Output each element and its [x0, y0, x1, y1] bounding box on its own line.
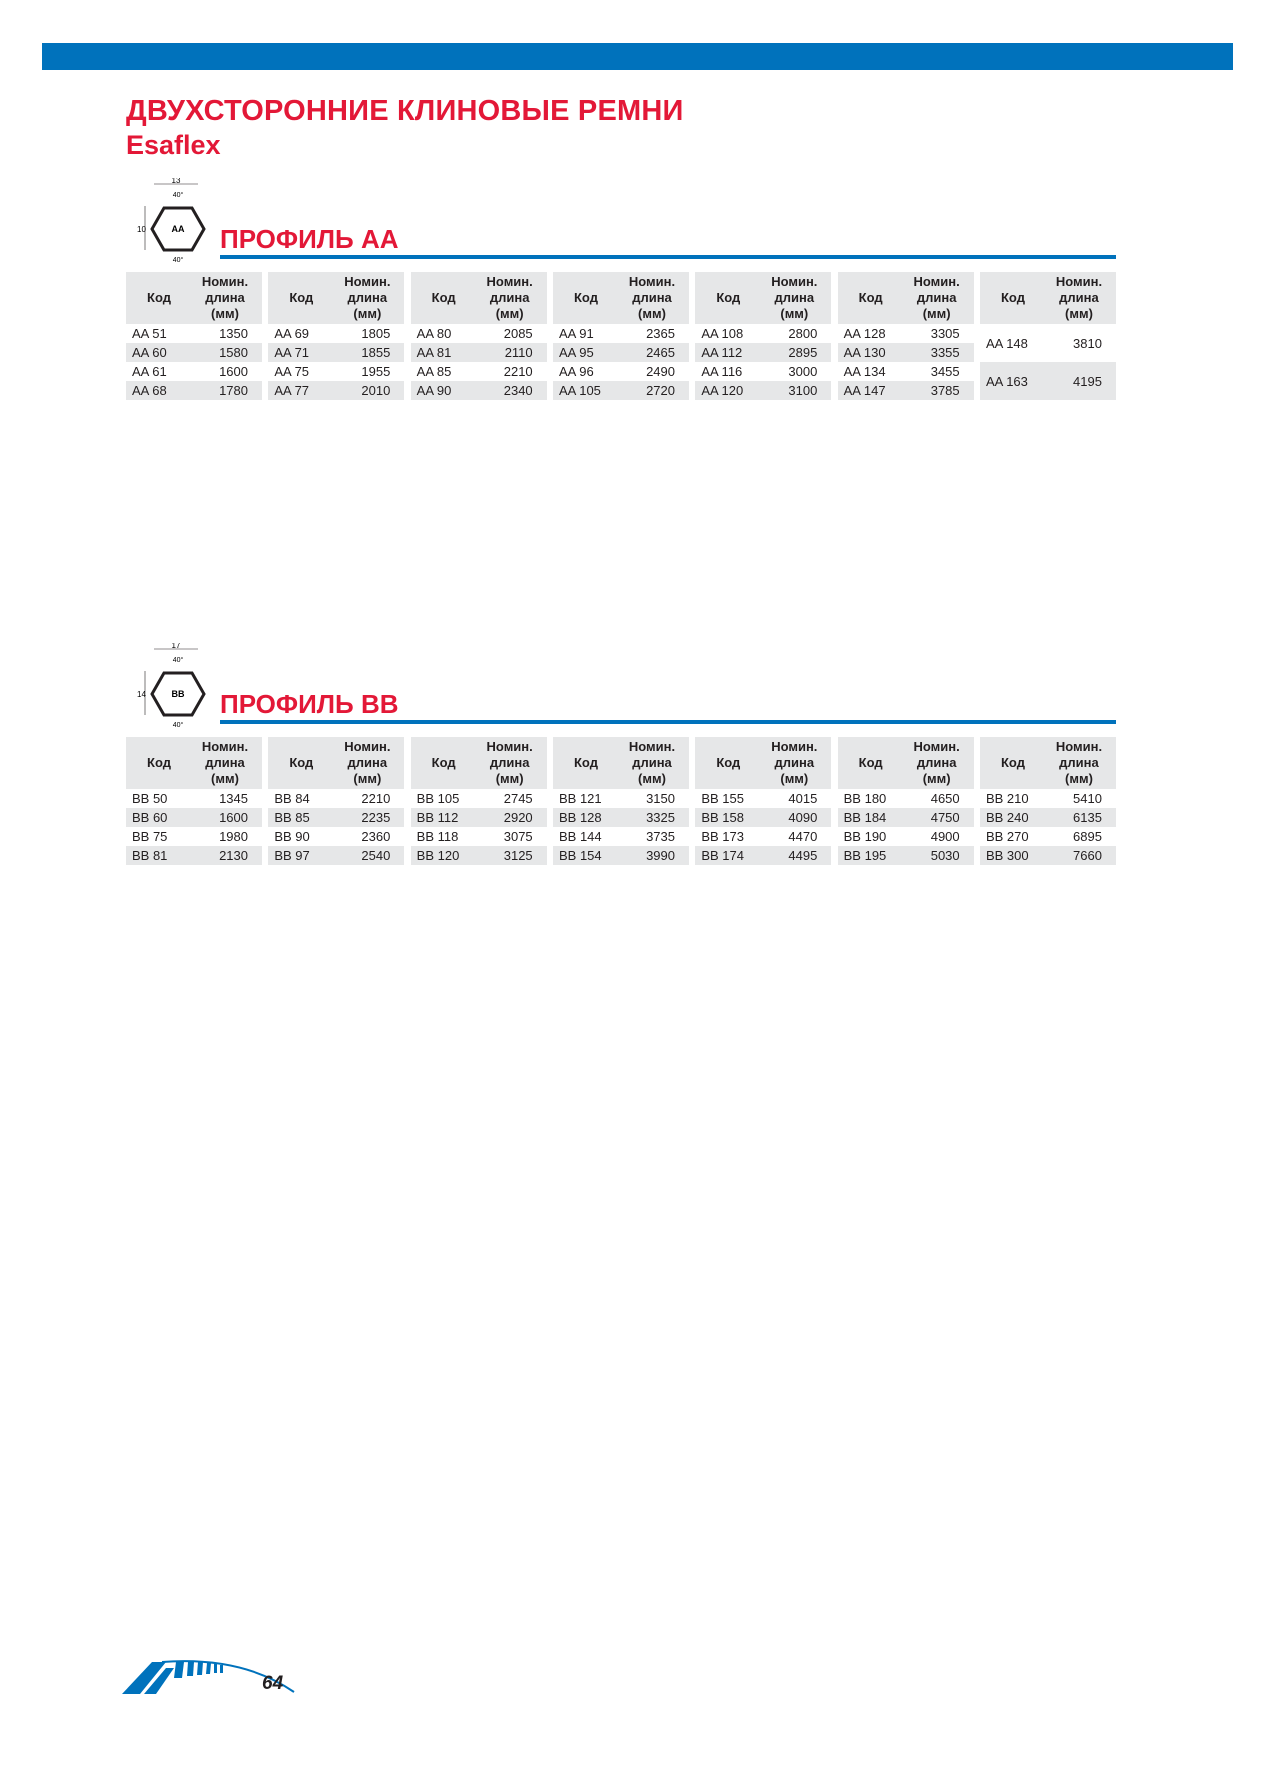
length-header-line: длина	[774, 755, 815, 770]
code-cell: AA 112	[695, 343, 761, 362]
code-cell: AA 116	[701, 364, 743, 379]
table-row	[411, 343, 547, 362]
code-cell: BB 97	[268, 846, 334, 865]
length-cell: 5410	[1073, 791, 1102, 806]
code-table	[980, 737, 1116, 865]
length-header-line: Номин.	[628, 739, 676, 754]
length-cell: 3355	[904, 343, 974, 362]
code-header: Код	[980, 737, 1046, 789]
length-header-line: Номин.	[1055, 274, 1103, 289]
length-header-line: длина	[489, 755, 530, 770]
table-header-row	[553, 272, 689, 324]
svg-text:BB: BB	[171, 689, 185, 699]
code-table	[411, 737, 547, 865]
length-cell: 4195	[1046, 362, 1116, 400]
table-row	[695, 343, 831, 362]
code-cell: BB 90	[274, 829, 310, 844]
code-cell: BB 120	[411, 846, 477, 865]
profile-bb-rule	[220, 720, 1116, 724]
profile-aa-diagram-icon	[134, 178, 214, 262]
length-cell: 2210	[503, 364, 533, 379]
table-header-row	[268, 737, 404, 789]
length-cell: 3125	[477, 846, 547, 865]
table-row	[695, 324, 831, 343]
code-cell: AA 148	[985, 335, 1028, 351]
table-row	[268, 381, 404, 400]
code-table	[126, 737, 262, 865]
length-cell: 2490	[646, 364, 675, 379]
length-cell: 2895	[761, 343, 831, 362]
code-header: Код	[838, 272, 904, 324]
length-header-line: (мм)	[922, 771, 951, 786]
length-header-line: Номин.	[486, 739, 533, 754]
length-header	[477, 272, 547, 324]
svg-text:40°: 40°	[172, 722, 184, 727]
code-cell: BB 60	[126, 808, 192, 827]
length-cell: 2720	[619, 381, 689, 400]
length-header-line: Номин.	[771, 274, 818, 289]
code-cell: AA 51	[132, 326, 167, 341]
code-cell: BB 174	[695, 846, 761, 865]
code-cell: BB 155	[701, 791, 744, 806]
length-header-line: длина	[205, 755, 245, 770]
table-row	[411, 808, 547, 827]
length-header	[1046, 272, 1116, 324]
table-row	[411, 789, 547, 808]
code-cell: AA 71	[268, 343, 334, 362]
code-cell: BB 75	[132, 829, 168, 844]
length-cell: 2745	[503, 791, 533, 806]
length-header	[761, 737, 831, 789]
code-cell: BB 184	[838, 808, 904, 827]
length-header-line: Номин.	[913, 739, 960, 754]
length-header-line: длина	[632, 755, 672, 770]
svg-text:40°: 40°	[172, 192, 184, 199]
table-row	[553, 381, 689, 400]
svg-text:14: 14	[137, 690, 146, 699]
length-header-line: (мм)	[922, 306, 951, 321]
profile-bb-diagram-icon	[134, 643, 214, 727]
code-cell: BB 210	[985, 791, 1029, 806]
length-header-line: Номин.	[344, 274, 391, 289]
table-row	[553, 808, 689, 827]
table-row	[980, 789, 1116, 808]
code-cell: AA 68	[126, 381, 192, 400]
code-table	[695, 272, 831, 400]
code-cell: BB 112	[411, 808, 477, 827]
code-cell: AA 134	[843, 364, 886, 379]
length-header	[761, 272, 831, 324]
length-header-line: (мм)	[211, 771, 239, 786]
table-header-row	[838, 737, 974, 789]
length-cell: 2340	[477, 381, 547, 400]
code-cell: BB 173	[701, 829, 744, 844]
profile-bb-tables	[126, 737, 1116, 865]
table-row	[838, 827, 974, 846]
length-header	[192, 272, 262, 324]
length-header-line: (мм)	[495, 771, 524, 786]
code-cell: AA 128	[843, 326, 886, 341]
length-cell: 4090	[761, 808, 831, 827]
code-header: Код	[553, 272, 619, 324]
length-header	[904, 737, 974, 789]
table-row	[411, 846, 547, 865]
table-row	[126, 343, 262, 362]
profile-aa-rule	[220, 255, 1116, 259]
table-row	[126, 362, 262, 381]
code-cell: AA 61	[132, 364, 167, 379]
code-cell: AA 81	[411, 343, 477, 362]
length-cell: 1780	[192, 381, 262, 400]
table-header-row	[980, 272, 1116, 324]
length-header	[477, 737, 547, 789]
code-header: Код	[268, 272, 334, 324]
length-cell: 3075	[503, 829, 533, 844]
table-row	[695, 827, 831, 846]
code-table	[126, 272, 262, 400]
table-row	[126, 827, 262, 846]
table-row	[553, 846, 689, 865]
table-row	[838, 846, 974, 865]
length-header-line: (мм)	[1065, 306, 1093, 321]
length-header-line: длина	[916, 290, 957, 305]
code-cell: BB 195	[838, 846, 904, 865]
code-cell: AA 130	[838, 343, 904, 362]
length-header	[904, 272, 974, 324]
table-header-row	[268, 272, 404, 324]
code-cell: BB 240	[980, 808, 1046, 827]
length-header	[619, 737, 689, 789]
table-header-row	[411, 272, 547, 324]
length-cell: 3455	[930, 364, 960, 379]
code-header: Код	[695, 272, 761, 324]
table-row	[126, 324, 262, 343]
length-cell: 2800	[788, 326, 818, 341]
code-cell: AA 108	[701, 326, 744, 341]
length-cell: 1955	[361, 364, 391, 379]
profile-aa-title: ПРОФИЛЬ AA	[220, 224, 399, 254]
table-row	[126, 846, 262, 865]
table-row	[980, 362, 1116, 400]
table-row	[411, 362, 547, 381]
table-row	[695, 808, 831, 827]
length-header-line: длина	[916, 755, 957, 770]
code-cell: AA 80	[416, 326, 452, 341]
length-cell: 2540	[334, 846, 404, 865]
length-cell: 3990	[619, 846, 689, 865]
table-row	[126, 808, 262, 827]
length-cell: 3305	[930, 326, 960, 341]
length-cell: 2365	[646, 326, 675, 341]
length-cell: 4900	[930, 829, 960, 844]
table-row	[980, 846, 1116, 865]
code-cell: AA 90	[411, 381, 477, 400]
code-cell: AA 85	[416, 364, 452, 379]
page-title: ДВУХСТОРОННИЕ КЛИНОВЫЕ РЕМНИ	[126, 95, 684, 127]
table-header-row	[980, 737, 1116, 789]
table-header-row	[126, 737, 262, 789]
length-cell: 4470	[788, 829, 818, 844]
table-row	[838, 324, 974, 343]
length-cell: 6895	[1073, 829, 1102, 844]
code-header: Код	[695, 737, 761, 789]
length-header-line: длина	[489, 290, 530, 305]
code-header: Код	[268, 737, 334, 789]
code-table	[268, 272, 404, 400]
length-cell: 5030	[904, 846, 974, 865]
length-header-line: Номин.	[771, 739, 818, 754]
table-row	[411, 827, 547, 846]
code-cell: BB 85	[268, 808, 334, 827]
code-table	[838, 737, 974, 865]
table-row	[838, 381, 974, 400]
table-row	[838, 789, 974, 808]
length-cell: 1345	[219, 791, 248, 806]
code-header: Код	[838, 737, 904, 789]
length-header	[334, 272, 404, 324]
length-cell: 4650	[930, 791, 960, 806]
table-row	[553, 827, 689, 846]
table-row	[268, 827, 404, 846]
code-cell: BB 121	[558, 791, 602, 806]
code-cell: AA 77	[268, 381, 334, 400]
table-row	[553, 343, 689, 362]
length-cell: 4750	[904, 808, 974, 827]
code-cell: AA 60	[126, 343, 192, 362]
code-cell: BB 300	[980, 846, 1046, 865]
length-header-line: Номин.	[628, 274, 676, 289]
length-header-line: Номин.	[344, 739, 391, 754]
header-bar	[42, 43, 1233, 70]
code-table	[980, 272, 1116, 400]
svg-text:40°: 40°	[172, 657, 184, 664]
svg-text:17: 17	[171, 643, 181, 650]
table-row	[268, 324, 404, 343]
length-cell: 1980	[219, 829, 248, 844]
length-cell: 1855	[334, 343, 404, 362]
code-cell: AA 91	[558, 326, 594, 341]
page-subtitle: Esaflex	[126, 130, 221, 160]
code-table	[553, 737, 689, 865]
table-header-row	[126, 272, 262, 324]
code-cell: BB 105	[416, 791, 460, 806]
length-cell: 2465	[619, 343, 689, 362]
table-row	[695, 381, 831, 400]
table-row	[838, 362, 974, 381]
length-header	[192, 737, 262, 789]
table-row	[838, 343, 974, 362]
length-header-line: длина	[1059, 290, 1099, 305]
length-cell: 1600	[219, 364, 248, 379]
code-cell: BB 128	[553, 808, 619, 827]
length-header-line: (мм)	[495, 306, 524, 321]
length-header-line: (мм)	[780, 306, 809, 321]
code-cell: BB 144	[558, 829, 602, 844]
table-row	[553, 362, 689, 381]
length-cell: 7660	[1046, 846, 1116, 865]
code-cell: BB 84	[274, 791, 310, 806]
code-header: Код	[553, 737, 619, 789]
code-cell: AA 163	[980, 362, 1046, 400]
length-cell: 4015	[788, 791, 818, 806]
length-cell: 1600	[192, 808, 262, 827]
code-cell: BB 180	[843, 791, 887, 806]
code-cell: BB 81	[126, 846, 192, 865]
code-cell: BB 50	[132, 791, 168, 806]
length-cell: 2210	[361, 791, 391, 806]
code-table	[553, 272, 689, 400]
length-header-line: Номин.	[201, 739, 249, 754]
table-row	[695, 362, 831, 381]
page-number: 64	[262, 1673, 284, 1694]
length-cell: 2085	[503, 326, 533, 341]
table-row	[553, 324, 689, 343]
table-row	[268, 789, 404, 808]
length-cell: 2920	[477, 808, 547, 827]
table-row	[411, 324, 547, 343]
code-cell: AA 75	[274, 364, 310, 379]
length-header-line: длина	[1059, 755, 1099, 770]
code-cell: AA 105	[553, 381, 619, 400]
svg-text:10: 10	[137, 225, 146, 234]
code-cell: BB 154	[553, 846, 619, 865]
code-header: Код	[126, 737, 192, 789]
code-cell: BB 158	[695, 808, 761, 827]
table-row	[980, 324, 1116, 362]
length-header-line: (мм)	[1065, 771, 1093, 786]
table-row	[268, 343, 404, 362]
length-header-line: Номин.	[1055, 739, 1103, 754]
table-header-row	[695, 272, 831, 324]
code-header: Код	[411, 737, 477, 789]
length-header-line: (мм)	[780, 771, 809, 786]
length-cell: 1580	[192, 343, 262, 362]
table-row	[980, 827, 1116, 846]
code-cell: AA 147	[838, 381, 904, 400]
table-row	[695, 846, 831, 865]
length-cell: 3100	[761, 381, 831, 400]
length-cell: 3735	[646, 829, 675, 844]
length-cell: 3325	[619, 808, 689, 827]
length-cell: 2360	[361, 829, 391, 844]
length-cell: 3810	[1073, 335, 1102, 351]
length-header-line: длина	[632, 290, 672, 305]
table-header-row	[838, 272, 974, 324]
length-header-line: (мм)	[353, 771, 382, 786]
code-cell: BB 190	[843, 829, 887, 844]
length-cell: 2010	[334, 381, 404, 400]
svg-text:40°: 40°	[172, 257, 184, 262]
length-header-line: длина	[774, 290, 815, 305]
code-table	[411, 272, 547, 400]
code-header: Код	[980, 272, 1046, 324]
code-cell: AA 96	[558, 364, 594, 379]
length-header-line: длина	[347, 755, 388, 770]
code-cell: BB 118	[416, 829, 459, 844]
length-header-line: Номин.	[913, 274, 960, 289]
table-row	[126, 381, 262, 400]
table-row	[553, 789, 689, 808]
table-row	[268, 846, 404, 865]
profile-bb-title: ПРОФИЛЬ BB	[220, 689, 399, 719]
table-row	[411, 381, 547, 400]
length-cell: 6135	[1046, 808, 1116, 827]
table-row	[980, 808, 1116, 827]
code-cell: BB 270	[985, 829, 1029, 844]
length-cell: 2110	[477, 343, 547, 362]
length-header-line: длина	[347, 290, 388, 305]
length-header-line: Номин.	[486, 274, 533, 289]
table-header-row	[411, 737, 547, 789]
code-table	[268, 737, 404, 865]
table-row	[268, 808, 404, 827]
code-cell: AA 69	[274, 326, 310, 341]
table-header-row	[553, 737, 689, 789]
length-header	[334, 737, 404, 789]
code-cell: AA 95	[553, 343, 619, 362]
length-header-line: (мм)	[638, 771, 666, 786]
length-cell: 3000	[788, 364, 818, 379]
length-cell: 1805	[361, 326, 391, 341]
code-header: Код	[411, 272, 477, 324]
length-header-line: (мм)	[353, 306, 382, 321]
table-header-row	[695, 737, 831, 789]
length-header	[619, 272, 689, 324]
code-header: Код	[126, 272, 192, 324]
length-cell: 3150	[646, 791, 675, 806]
length-cell: 3785	[904, 381, 974, 400]
length-cell: 4495	[761, 846, 831, 865]
length-header	[1046, 737, 1116, 789]
profile-aa-tables	[126, 272, 1116, 400]
table-row	[126, 789, 262, 808]
code-cell: AA 120	[695, 381, 761, 400]
svg-text:13: 13	[171, 178, 181, 185]
table-row	[268, 362, 404, 381]
code-table	[695, 737, 831, 865]
length-cell: 2235	[334, 808, 404, 827]
table-row	[695, 789, 831, 808]
table-row	[838, 808, 974, 827]
svg-text:AA: AA	[171, 224, 185, 234]
length-header-line: длина	[205, 290, 245, 305]
length-cell: 2130	[192, 846, 262, 865]
length-cell: 1350	[219, 326, 248, 341]
length-header-line: Номин.	[201, 274, 249, 289]
length-header-line: (мм)	[211, 306, 239, 321]
length-header-line: (мм)	[638, 306, 666, 321]
code-table	[838, 272, 974, 400]
